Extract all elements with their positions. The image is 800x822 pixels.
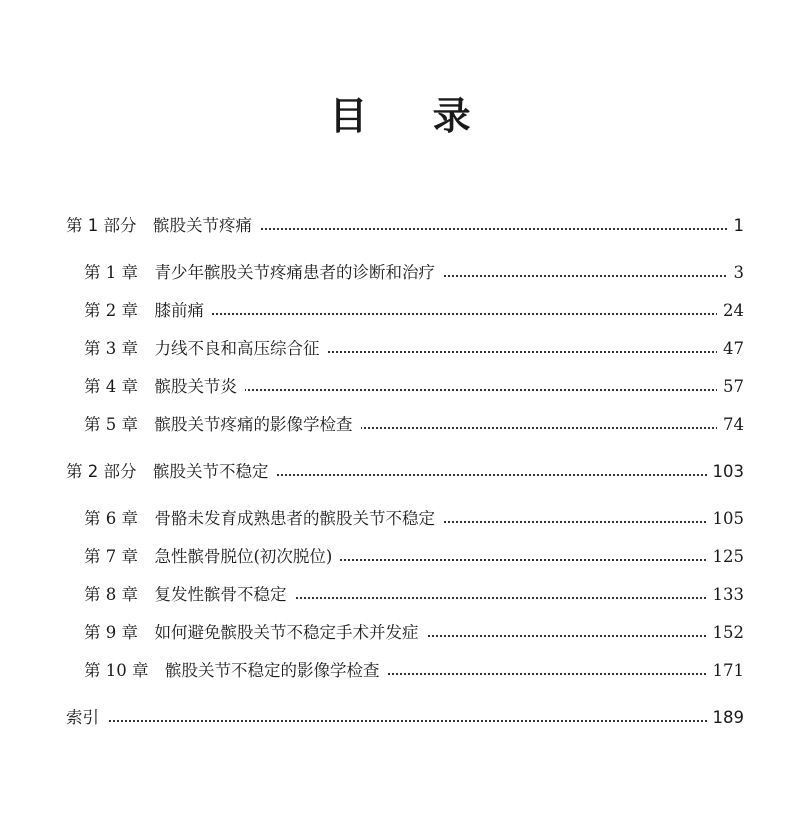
toc-entry-chapter-5[interactable] <box>0 411 800 439</box>
toc-entry-page: 171 <box>707 657 745 685</box>
toc-entry-chapter-2[interactable] <box>0 297 800 325</box>
toc-entry-page: 105 <box>707 505 745 533</box>
toc-entry-label: 第 2 章 膝前痛 <box>84 297 212 325</box>
toc-entry-chapter-8[interactable] <box>0 581 800 609</box>
toc-entry-label: 第 2 部分 髌股关节不稳定 <box>66 458 277 486</box>
toc-entry-label: 第 7 章 急性髌骨脱位(初次脱位) <box>84 543 340 571</box>
toc-entry-chapter-1[interactable] <box>0 259 800 287</box>
toc-entry-label: 第 3 章 力线不良和高压综合征 <box>84 335 328 363</box>
toc-entry-label: 第 4 章 髌股关节炎 <box>84 373 245 401</box>
toc-entry-page: 125 <box>707 543 745 571</box>
toc-entry-chapter-9[interactable] <box>0 619 800 647</box>
toc-entry-page: 47 <box>717 335 744 363</box>
toc-entry-page: 74 <box>717 411 744 439</box>
toc-entry-label: 第 8 章 复发性髌骨不稳定 <box>84 581 295 609</box>
toc-entry-label: 第 9 章 如何避免髌股关节不稳定手术并发症 <box>84 619 427 647</box>
toc-entry-page: 1 <box>728 212 745 240</box>
toc-entry-page: 103 <box>707 458 745 486</box>
toc-entry-page: 133 <box>707 581 745 609</box>
dot-leader <box>66 720 738 722</box>
toc-entry-label: 第 10 章 髌股关节不稳定的影像学检查 <box>84 657 388 685</box>
toc-entry-chapter-3[interactable] <box>0 335 800 363</box>
toc-title: 目 录 <box>329 94 497 138</box>
toc-entry-label: 第 1 部分 髌股关节疼痛 <box>66 212 260 240</box>
toc-entry-label: 索引 <box>66 704 107 732</box>
toc-entry-chapter-4[interactable] <box>0 373 800 401</box>
toc-entry-page: 3 <box>728 259 745 287</box>
toc-entry-chapter-7[interactable] <box>0 543 800 571</box>
toc-entry-chapter-10[interactable] <box>0 657 800 685</box>
toc-entry-part-1[interactable] <box>0 212 800 240</box>
toc-entry-page: 152 <box>707 619 745 647</box>
toc-entry-index[interactable] <box>0 704 800 732</box>
toc-entry-page: 57 <box>717 373 744 401</box>
toc-entry-page: 24 <box>717 297 744 325</box>
toc-entry-page: 189 <box>707 704 745 732</box>
toc-entry-chapter-6[interactable] <box>0 505 800 533</box>
toc-entry-label: 第 5 章 髌股关节疼痛的影像学检查 <box>84 411 361 439</box>
toc-entry-label: 第 6 章 骨骼未发育成熟患者的髌股关节不稳定 <box>84 505 443 533</box>
toc-entry-label: 第 1 章 青少年髌股关节疼痛患者的诊断和治疗 <box>84 259 443 287</box>
toc-entry-part-2[interactable] <box>0 458 800 486</box>
